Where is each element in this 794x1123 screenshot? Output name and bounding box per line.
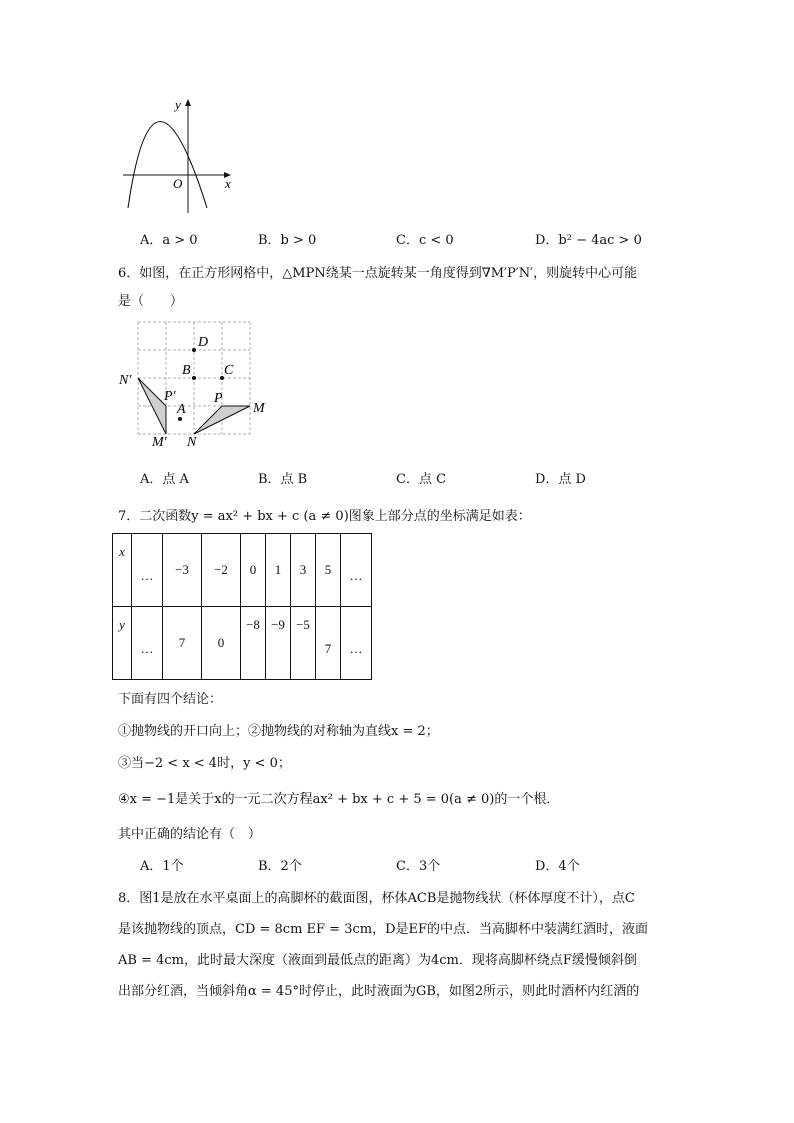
q7-intro: 下面有四个结论： <box>118 692 223 707</box>
q7-question: 其中正确的结论有（ ） <box>118 827 262 842</box>
origin-label: O <box>173 176 183 191</box>
q5-option-c: C．c < 0 <box>396 233 454 248</box>
q5-option-d: D．b² − 4ac > 0 <box>535 233 642 248</box>
table-row-x <box>113 534 372 607</box>
y-axis-arrow-icon <box>185 99 191 106</box>
q6-stem-line2: 是（ ） <box>118 294 184 309</box>
triangle-mpn-prime <box>138 378 166 434</box>
cell-y-3: −8 <box>241 607 266 680</box>
label-p: P <box>214 391 223 406</box>
q8-line-4: 出部分红酒，当倾斜角α = 45°时停止，此时液面为GB，如图2所示，则此时酒杯内红酒的 <box>118 984 640 999</box>
cell-y-6: 7 <box>316 607 341 680</box>
cell-x-7: … <box>341 534 372 607</box>
q6-option-a: A．点 A <box>140 472 189 487</box>
cell-y-0: … <box>132 607 163 680</box>
q7-value-table <box>112 533 372 680</box>
y-axis-label: y <box>175 97 181 112</box>
q5-option-b: B．b > 0 <box>258 233 317 248</box>
cell-x-4: 1 <box>266 534 291 607</box>
label-d: D <box>198 335 209 350</box>
cell-x-5: 3 <box>291 534 316 607</box>
q7-option-c: C．3个 <box>396 859 441 874</box>
cell-x-2: −2 <box>202 534 241 607</box>
cell-y-5: −5 <box>291 607 316 680</box>
cell-y-1: 7 <box>163 607 202 680</box>
q6-stem-line1: 6．如图，在正方形网格中，△MPN绕某一点旋转某一角度得到∇M′P′N′，则旋转中心可能 <box>118 266 638 281</box>
label-b: B <box>182 363 191 378</box>
cell-x-0: … <box>132 534 163 607</box>
label-m-prime: M′ <box>152 435 167 450</box>
q7-option-a: A．1个 <box>140 859 184 874</box>
q5-parabola-graph <box>115 95 245 220</box>
point-a <box>178 417 182 421</box>
q7-conclusion-4: ④x = −1是关于x的一元二次方程ax² + bx + c + 5 = 0(a ≠ 0)的一个根． <box>118 792 560 807</box>
row-label-x: x <box>113 534 132 607</box>
table-row-y <box>113 607 372 680</box>
row-label-y: y <box>113 607 132 680</box>
label-a: A <box>177 402 186 417</box>
label-p-prime: P′ <box>164 389 176 404</box>
point-b <box>192 376 196 380</box>
label-c: C <box>224 363 234 378</box>
q7-option-d: D．4个 <box>535 859 580 874</box>
x-axis-label: x <box>225 176 231 191</box>
cell-y-4: −9 <box>266 607 291 680</box>
q8-line-2: 是该抛物线的顶点，CD = 8cm EF = 3cm，D是EF的中点．当高脚杯中装满红酒时，液面 <box>118 922 649 937</box>
q7-stem: 7．二次函数y = ax² + bx + c (a ≠ 0)图象上部分点的坐标满足如表： <box>118 509 531 524</box>
q6-grid-figure <box>110 315 280 450</box>
cell-x-6: 5 <box>316 534 341 607</box>
q7-conclusion-3: ③当−2 < x < 4时，y < 0； <box>118 756 291 771</box>
q6-option-c: C．点 C <box>396 472 447 487</box>
cell-y-7: … <box>341 607 372 680</box>
label-m: M <box>253 401 265 416</box>
label-n-prime: N′ <box>119 373 132 388</box>
q7-option-b: B．2个 <box>258 859 302 874</box>
q6-option-b: B．点 B <box>258 472 308 487</box>
q6-option-d: D．点 D <box>535 472 586 487</box>
cell-y-2: 0 <box>202 607 241 680</box>
q7-conclusion-1-2: ①抛物线的开口向上；②抛物线的对称轴为直线x = 2； <box>118 724 439 739</box>
q8-line-1: 8．图1是放在水平桌面上的高脚杯的截面图，杯体ACB是抛物线状（杯体厚度不计），点C <box>118 891 635 906</box>
cell-x-3: 0 <box>241 534 266 607</box>
point-d <box>192 348 196 352</box>
cell-x-1: −3 <box>163 534 202 607</box>
q5-option-a: A．a > 0 <box>140 233 198 248</box>
q8-line-3: AB = 4cm，此时最大深度（液面到最低点的距离）为4cm．现将高脚杯绕点F缓慢倾斜倒 <box>118 953 637 968</box>
parabola-curve <box>128 122 207 209</box>
label-n: N <box>187 435 197 450</box>
